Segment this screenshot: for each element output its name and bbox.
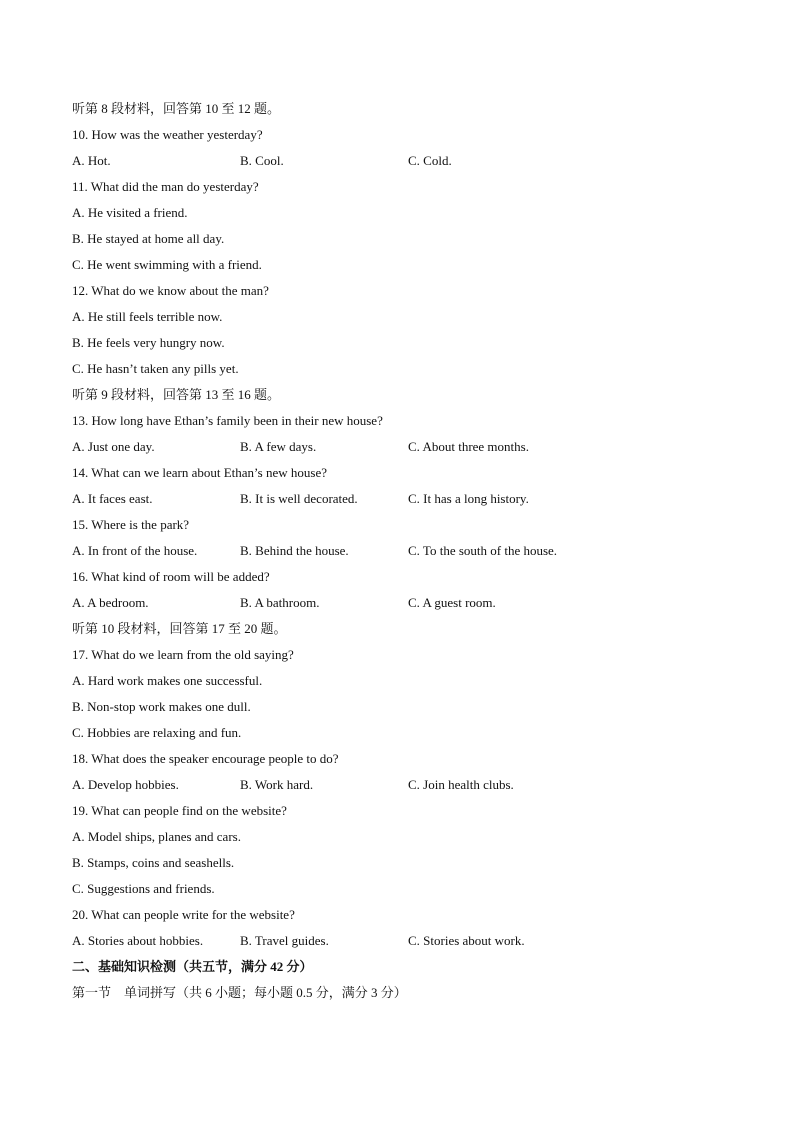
answer-option: B. A few days.: [240, 439, 317, 454]
answer-options-row: [72, 148, 732, 174]
answer-option: B. Work hard.: [240, 777, 314, 792]
answer-option: B. Non-stop work makes one dull.: [72, 699, 251, 714]
question: 19. What can people find on the website?: [72, 803, 287, 818]
answer-options-row: [72, 928, 732, 954]
answer-option: C. Stories about work.: [408, 933, 525, 948]
answer-option: A. Model ships, planes and cars.: [72, 829, 241, 844]
answer-option: C. Hobbies are relaxing and fun.: [72, 725, 242, 740]
answer-options-row: [72, 538, 732, 564]
answer-option: B. He feels very hungry now.: [72, 335, 225, 350]
answer-option: A. He visited a friend.: [72, 205, 188, 220]
answer-options-row: [72, 772, 732, 798]
answer-option: B. It is well decorated.: [240, 491, 358, 506]
question: 17. What do we learn from the old saying?: [72, 647, 294, 662]
answer-option: A. Hard work makes one successful.: [72, 673, 263, 688]
answer-option: C. Suggestions and friends.: [72, 881, 215, 896]
section-instruction: 听第 10 段材料，回答第 17 至 20 题。: [72, 621, 287, 636]
answer-option: C. It has a long history.: [408, 491, 529, 506]
answer-option: B. A bathroom.: [240, 595, 320, 610]
answer-options-row: [72, 434, 732, 460]
section-instruction: 听第 9 段材料，回答第 13 至 16 题。: [72, 387, 281, 402]
section-title: 二、基础知识检测（共五节，满分 42 分）: [72, 959, 313, 974]
answer-option: C. About three months.: [408, 439, 529, 454]
answer-option: C. He went swimming with a friend.: [72, 257, 262, 272]
answer-option: C. Cold.: [408, 153, 452, 168]
answer-option: A. It faces east.: [72, 491, 153, 506]
section-instruction: 听第 8 段材料，回答第 10 至 12 题。: [72, 101, 281, 116]
answer-option: A. Hot.: [72, 153, 111, 168]
answer-option: B. He stayed at home all day.: [72, 231, 225, 246]
answer-option: A. A bedroom.: [72, 595, 149, 610]
answer-option: B. Stamps, coins and seashells.: [72, 855, 235, 870]
answer-option: B. Behind the house.: [240, 543, 349, 558]
answer-option: C. He hasn’t taken any pills yet.: [72, 361, 239, 376]
answer-option: A. Develop hobbies.: [72, 777, 179, 792]
question: 10. How was the weather yesterday?: [72, 127, 263, 142]
answer-option: A. In front of the house.: [72, 543, 198, 558]
answer-option: A. Just one day.: [72, 439, 155, 454]
answer-option: A. He still feels terrible now.: [72, 309, 223, 324]
answer-option: B. Travel guides.: [240, 933, 329, 948]
answer-option: C. A guest room.: [408, 595, 496, 610]
answer-options-row: [72, 590, 732, 616]
question: 13. How long have Ethan’s family been in their new house?: [72, 413, 383, 428]
answer-options-row: [72, 486, 732, 512]
question: 15. Where is the park?: [72, 517, 190, 532]
question: 18. What does the speaker encourage people to do?: [72, 751, 339, 766]
answer-option: A. Stories about hobbies.: [72, 933, 204, 948]
question: 12. What do we know about the man?: [72, 283, 269, 298]
question: 14. What can we learn about Ethan’s new house?: [72, 465, 327, 480]
subsection-title: 第一节 单词拼写（共 6 小题；每小题 0.5 分，满分 3 分）: [72, 985, 407, 1000]
question: 20. What can people write for the website?: [72, 907, 295, 922]
answer-option: C. To the south of the house.: [408, 543, 558, 558]
question: 16. What kind of room will be added?: [72, 569, 270, 584]
answer-option: C. Join health clubs.: [408, 777, 514, 792]
answer-option: B. Cool.: [240, 153, 284, 168]
question: 11. What did the man do yesterday?: [72, 179, 259, 194]
exam-content: [72, 96, 732, 1006]
